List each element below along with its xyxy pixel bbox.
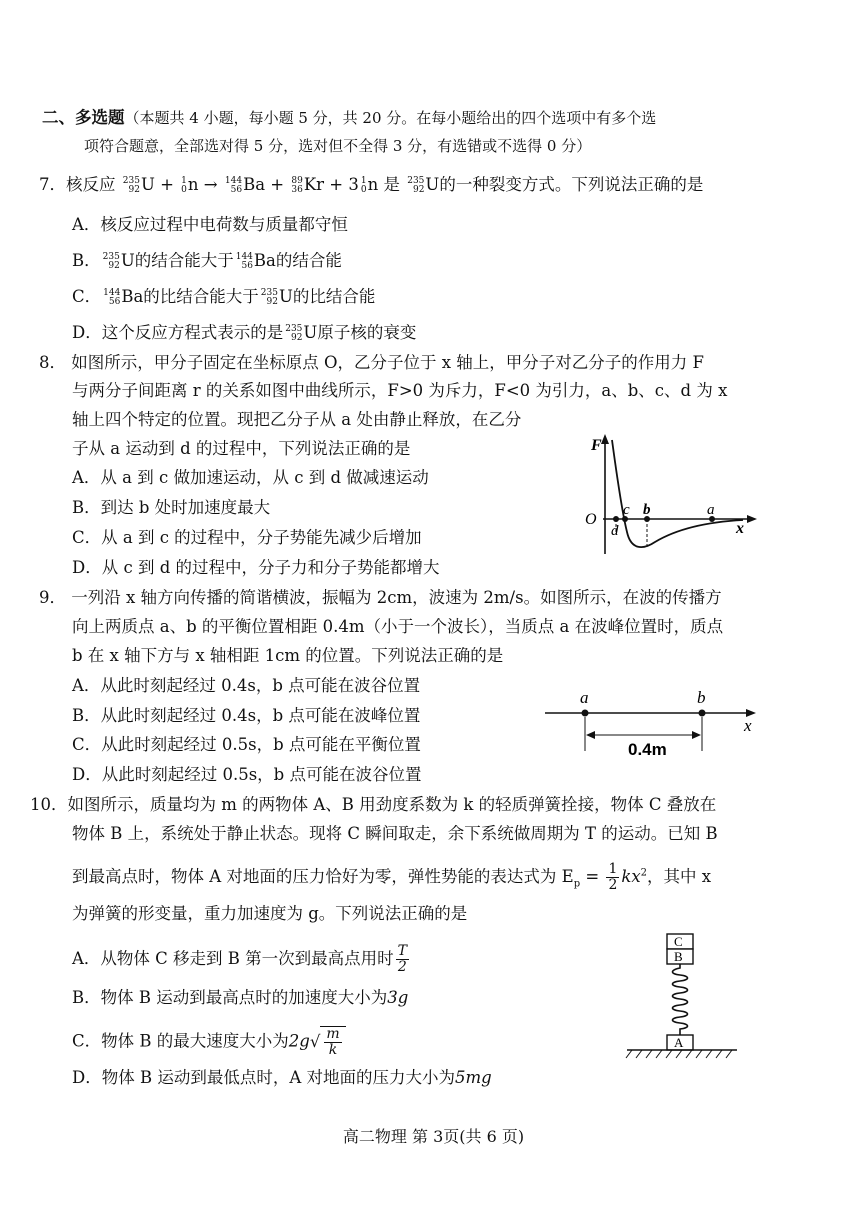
q7-option-b-post: 的结合能 bbox=[275, 251, 342, 270]
equals-sign: = bbox=[580, 867, 605, 886]
ep-subscript: p bbox=[573, 878, 581, 890]
q8-stem-2: 与两分子间距离 r 的关系如图中曲线所示，F>0 为斥力，F<0 为引力，a、b、c、d 为 x bbox=[72, 381, 728, 400]
point-a bbox=[582, 710, 589, 717]
block-b-label: B bbox=[674, 949, 683, 964]
q8-force-curve-figure bbox=[575, 432, 760, 562]
a-label: a bbox=[707, 502, 715, 518]
neutron-nuclide: 1 0 n bbox=[181, 175, 199, 195]
b-label: b bbox=[643, 502, 651, 518]
u235-nuclide-c: 235 92 U bbox=[260, 287, 293, 307]
spring bbox=[673, 964, 688, 1035]
q8-stem-4: 子从 a 运动到 d 的过程中，下列说法正确的是 bbox=[72, 439, 411, 458]
q9-option-d: D．从此时刻起经过 0.5s，b 点可能在波谷位置 bbox=[72, 765, 422, 784]
kx-exponent: 2 bbox=[640, 867, 648, 879]
q10-option-a bbox=[72, 944, 411, 975]
u235-nuclide-b: 235 92 U bbox=[102, 251, 135, 271]
q7-option-c-mid: 的比结合能大于 bbox=[143, 287, 259, 306]
q10-stem-1: 10．如图所示，质量均为 m 的两物体 A、B 用劲度系数为 k 的轻质弹簧拴接，物体 C 叠放在 bbox=[30, 795, 717, 814]
block-a-label: A bbox=[674, 1035, 684, 1050]
q10-option-d bbox=[72, 1067, 492, 1089]
q10-option-d-value: 5mg bbox=[455, 1068, 492, 1087]
q9-wave-figure bbox=[540, 683, 765, 763]
neutron-nuclide-3: 1 0 n bbox=[360, 175, 379, 195]
a-label: a bbox=[580, 688, 589, 707]
u235-nuclide-d: 235 92 U bbox=[285, 323, 318, 343]
origin-label: O bbox=[585, 511, 597, 528]
u235-nuclide: 235 92 U bbox=[122, 175, 155, 195]
q7-option-b-label: B． bbox=[72, 251, 101, 270]
d-label: d bbox=[611, 523, 619, 539]
q8-option-a: A．从 a 到 c 做加速运动，从 c 到 d 做减速运动 bbox=[72, 468, 429, 487]
q9-option-a: A．从此时刻起经过 0.4s，b 点可能在波谷位置 bbox=[72, 676, 421, 695]
u235-nuclide-2: 235 92 U bbox=[407, 175, 440, 195]
x-axis-arrow-icon bbox=[747, 515, 757, 523]
ba144-nuclide-b: 144 56 Ba bbox=[235, 251, 276, 271]
q7-stem-pre: 核反应 bbox=[66, 175, 116, 194]
kx-term: kx bbox=[621, 867, 641, 886]
q7-stem-post: 是 bbox=[383, 175, 400, 194]
ba144-nuclide-c: 144 56 Ba bbox=[103, 287, 144, 307]
ground-hatching bbox=[626, 1050, 732, 1058]
ba144-nuclide: 144 56 Ba bbox=[224, 175, 266, 195]
q10-spring-figure bbox=[622, 928, 742, 1063]
q10-option-b bbox=[72, 987, 408, 1009]
q10-stem-4: 为弹簧的形变量，重力加速度为 g。下列说法正确的是 bbox=[72, 904, 468, 923]
q10-option-c bbox=[72, 1026, 346, 1058]
q7-option-d-pre: D．这个反应方程式表示的是 bbox=[72, 323, 284, 342]
kr89-nuclide: 89 36 Kr bbox=[291, 175, 325, 195]
q10-stem-2: 物体 B 上，系统处于静止状态。现将 C 瞬间取走，余下系统做周期为 T 的运动。已知 B bbox=[72, 824, 718, 843]
b-label: b bbox=[697, 688, 706, 707]
q7-option-d-post: 原子核的衰变 bbox=[317, 323, 417, 342]
q7-stem: 7．核反应 235 92 U + 1 0 n → 144 56 Ba + 89 36 Kr + 3 1 0 n 是 235 92 U的一种裂变方式。下列说法正确的是 bbox=[39, 175, 704, 195]
q7-option-b-mid: 的结合能大于 bbox=[134, 251, 234, 270]
q10-option-d-text: D．物体 B 运动到最低点时，A 对地面的压力大小为 bbox=[72, 1068, 456, 1087]
force-curve bbox=[612, 440, 743, 547]
q9-stem-1: 9． 一列沿 x 轴方向传播的简谐横波，振幅为 2cm，波速为 2m/s。如图所示，在波的传播方 bbox=[39, 588, 722, 607]
q7-option-c bbox=[72, 286, 375, 308]
q9-stem-2: 向上两质点 a、b 的平衡位置相距 0.4m（小于一个波长），当质点 a 在波峰位置时，质点 bbox=[72, 617, 724, 636]
q7-option-c-post: 的比结合能 bbox=[292, 287, 376, 306]
q10-stem-3-pre: 到最高点时，物体 A 对地面的压力恰好为零，弹性势能的表达式为 E bbox=[72, 867, 574, 886]
q9-option-c: C．从此时刻起经过 0.5s，b 点可能在平衡位置 bbox=[72, 735, 421, 754]
c-label: c bbox=[623, 502, 630, 518]
block-c-label: C bbox=[674, 934, 683, 949]
q7-stem-tail: 的一种裂变方式。下列说法正确的是 bbox=[439, 175, 704, 194]
t-half-fraction: $\frac{T}{2}$ bbox=[397, 943, 407, 975]
distance-label: 0.4m bbox=[628, 740, 667, 759]
q7-option-b bbox=[72, 250, 342, 272]
q7-option-d bbox=[72, 322, 416, 344]
q8-option-d: D．从 c 到 d 的过程中，分子力和分子势能都增大 bbox=[72, 558, 440, 577]
q10-stem-3 bbox=[72, 862, 711, 895]
two-g-term: 2g bbox=[288, 1031, 310, 1051]
q9-option-b: B．从此时刻起经过 0.4s，b 点可能在波峰位置 bbox=[72, 706, 421, 725]
q8-option-b: B．到达 b 处时加速度最大 bbox=[72, 498, 271, 517]
sqrt-m-over-k: √ $\frac{m}{k}$ bbox=[310, 1026, 346, 1058]
q10-option-a-text: A．从物体 C 移走到 B 第一次到最高点用时 bbox=[72, 949, 394, 968]
q8-stem-3: 轴上四个特定的位置。现把乙分子从 a 处由静止释放，在乙分 bbox=[72, 410, 522, 429]
q7-option-c-label: C． bbox=[72, 287, 102, 306]
q7-num: 7． bbox=[39, 175, 66, 194]
x-axis-label: x bbox=[744, 716, 752, 735]
q8-stem-1: 8． 如图所示，甲分子固定在坐标原点 O，乙分子位于 x 轴上，甲分子对乙分子的作用力 F bbox=[39, 353, 705, 372]
q10-option-c-text: C．物体 B 的最大速度大小为 bbox=[72, 1031, 289, 1051]
section-desc-1: （本题共 4 小题，每小题 5 分，共 20 分。在每小题给出的四个选项中有多个选 bbox=[124, 109, 657, 127]
q10-option-b-value: 3g bbox=[387, 988, 409, 1007]
q10-stem-3-post: ，其中 x bbox=[647, 867, 712, 886]
section-desc-2: 项符合题意，全部选对得 5 分，选对但不全得 3 分，有选错或不选得 0 分） bbox=[84, 137, 592, 155]
q8-option-c: C．从 a 到 c 的过程中，分子势能先减少后增加 bbox=[72, 528, 422, 547]
point-b bbox=[699, 710, 706, 717]
q9-stem-3: b 在 x 轴下方与 x 轴相距 1cm 的位置。下列说法正确的是 bbox=[72, 646, 504, 665]
f-axis-label: F bbox=[591, 437, 602, 454]
page-footer: 高二物理 第 3页(共 6 页) bbox=[342, 1127, 525, 1146]
section-header bbox=[42, 107, 656, 129]
x-axis-label: x bbox=[736, 520, 744, 537]
point-d bbox=[613, 516, 619, 522]
one-half-fraction: $\frac{1}{2}$ bbox=[608, 861, 618, 893]
q7-option-a: A．核反应过程中电荷数与质量都守恒 bbox=[72, 215, 348, 234]
q10-option-b-text: B．物体 B 运动到最高点时的加速度大小为 bbox=[72, 988, 388, 1007]
f-axis-arrow-icon bbox=[601, 434, 609, 444]
section-title: 二、多选题 bbox=[42, 108, 125, 127]
